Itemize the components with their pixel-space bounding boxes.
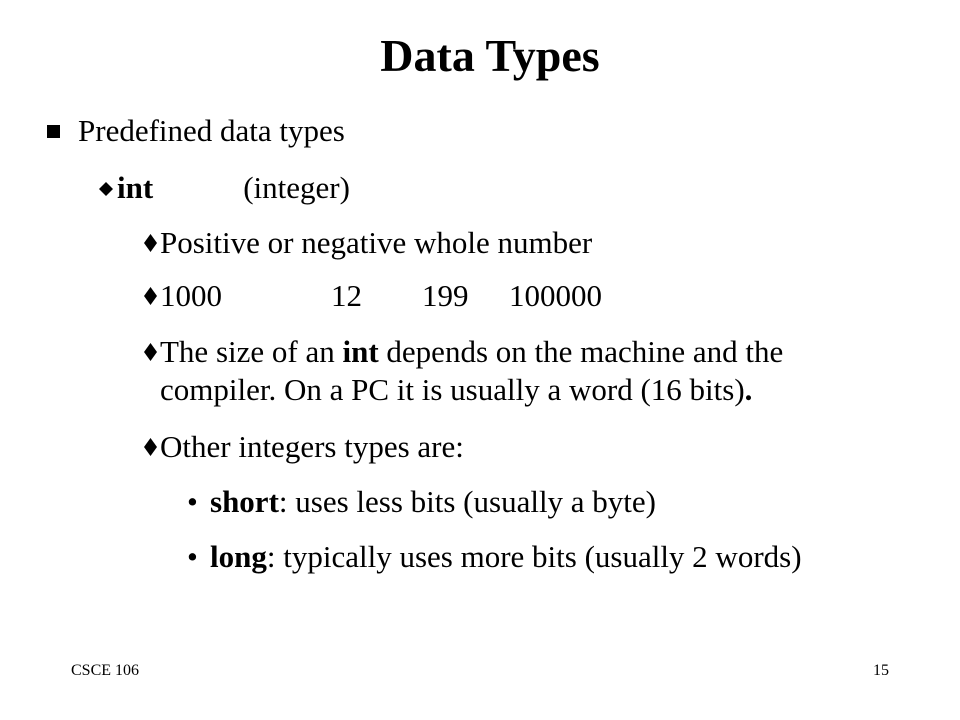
diamond-bullet-icon bbox=[99, 182, 113, 196]
footer-course: CSCE 106 bbox=[71, 662, 140, 679]
footer-page-number: 15 bbox=[873, 662, 889, 679]
bullet-long-type bbox=[210, 538, 802, 576]
example-number: 1000 bbox=[160, 278, 222, 313]
short-description: : uses less bits (usually a byte) bbox=[278, 484, 657, 519]
small-diamond-bullet-icon bbox=[144, 438, 157, 456]
bullet-other-integer-types: Other integers types are: bbox=[160, 429, 464, 464]
small-diamond-bullet-icon bbox=[144, 234, 157, 252]
int-size-pre: The size of an bbox=[160, 334, 343, 369]
bullet-positive-negative: Positive or negative whole number bbox=[160, 225, 593, 260]
example-number: 100000 bbox=[509, 278, 602, 313]
bullet-int-type bbox=[117, 169, 350, 207]
long-description: : typically uses more bits (usually 2 words) bbox=[266, 539, 802, 574]
dot-bullet-icon: • bbox=[187, 484, 198, 519]
int-description: (integer) bbox=[243, 170, 350, 205]
bullet-example-numbers bbox=[160, 277, 602, 315]
example-number: 199 bbox=[422, 278, 469, 313]
bullet-short-type bbox=[210, 483, 656, 521]
small-diamond-bullet-icon bbox=[144, 287, 157, 305]
int-keyword: int bbox=[117, 170, 154, 205]
int-size-line2: compiler. On a PC it is usually a word (16 bits) bbox=[160, 372, 745, 407]
bullet-predefined-data-types: Predefined data types bbox=[78, 113, 345, 148]
example-number: 12 bbox=[331, 278, 362, 313]
dot-bullet-icon: • bbox=[187, 539, 198, 574]
int-keyword: int bbox=[342, 334, 379, 369]
long-keyword: long bbox=[210, 539, 267, 574]
bullet-int-size-continued bbox=[160, 371, 752, 409]
slide-title: Data Types bbox=[380, 30, 600, 81]
short-keyword: short bbox=[210, 484, 279, 519]
int-size-period: . bbox=[744, 372, 753, 407]
int-size-post: depends on the machine and the bbox=[378, 334, 784, 369]
bullet-int-size bbox=[160, 333, 783, 371]
square-bullet-icon bbox=[47, 125, 60, 138]
small-diamond-bullet-icon bbox=[144, 343, 157, 361]
